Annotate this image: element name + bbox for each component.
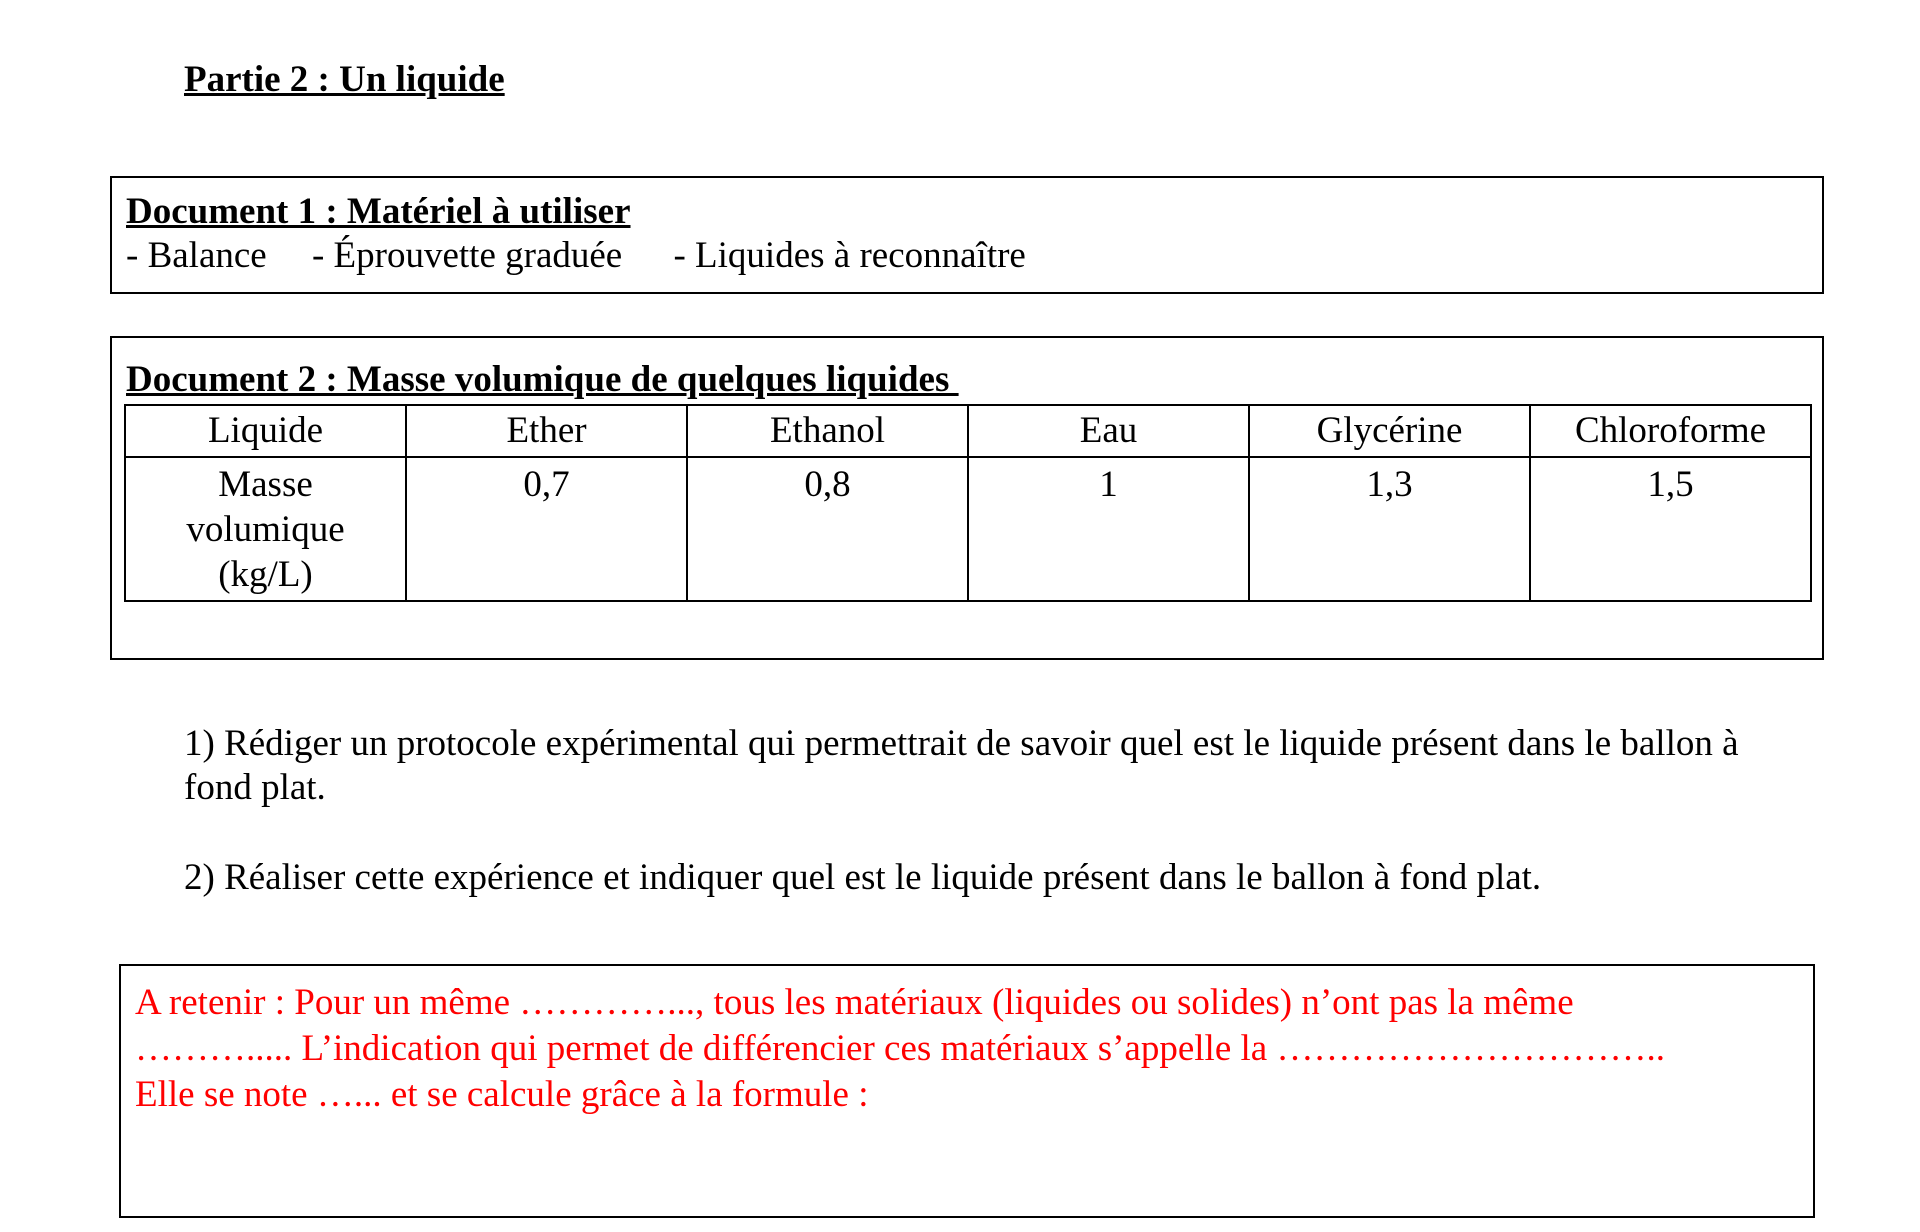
retain-line: Elle se note …... et se calcule grâce à la formule : (135, 1074, 869, 1115)
liquid-name-cell: Chloroforme (1530, 405, 1811, 457)
retain-box (119, 964, 1815, 1218)
document-2-box (110, 336, 1824, 660)
liquid-name-cell: Eau (968, 405, 1249, 457)
liquid-name-cell: Glycérine (1249, 405, 1530, 457)
row-header-line: Masse (218, 464, 313, 505)
part-title: Partie 2 : Un liquide (184, 59, 505, 100)
material-item: - Éprouvette graduée (311, 235, 623, 276)
document-1-box (110, 176, 1824, 294)
material-item: - Balance (126, 235, 267, 276)
density-value-cell: 0,8 (687, 457, 968, 601)
retain-line: ………..... L’indication qui permet de différencier ces matériaux s’appelle la ………………………….. (135, 1028, 1665, 1069)
table-row-header-liquid: Liquide (125, 405, 406, 457)
row-header-line: volumique (186, 509, 345, 550)
density-value-cell: 0,7 (406, 457, 687, 601)
density-table (124, 404, 1812, 602)
material-item: - Liquides à reconnaître (673, 235, 1026, 276)
density-value-cell: 1 (968, 457, 1249, 601)
document-2-title: Document 2 : Masse volumique de quelques liquides (126, 359, 959, 400)
row-header-line: (kg/L) (218, 554, 313, 595)
materials-list (126, 234, 1026, 278)
table-row-header-density (125, 457, 406, 601)
liquid-name-cell: Ethanol (687, 405, 968, 457)
retain-line: A retenir : Pour un même …………..., tous les matériaux (liquides ou solides) n’ont pas la même (135, 982, 1574, 1023)
question-2: 2) Réaliser cette expérience et indiquer quel est le liquide présent dans le ballon à fond plat. (184, 857, 1542, 898)
table-row (125, 405, 1811, 457)
table-row (125, 457, 1811, 601)
density-value-cell: 1,5 (1530, 457, 1811, 601)
question-1: 1) Rédiger un protocole expérimental qui permettrait de savoir quel est le liquide présent dans le ballon à fond plat. (184, 723, 1739, 808)
liquid-name-cell: Ether (406, 405, 687, 457)
document-1-title: Document 1 : Matériel à utiliser (126, 191, 631, 232)
density-value-cell: 1,3 (1249, 457, 1530, 601)
